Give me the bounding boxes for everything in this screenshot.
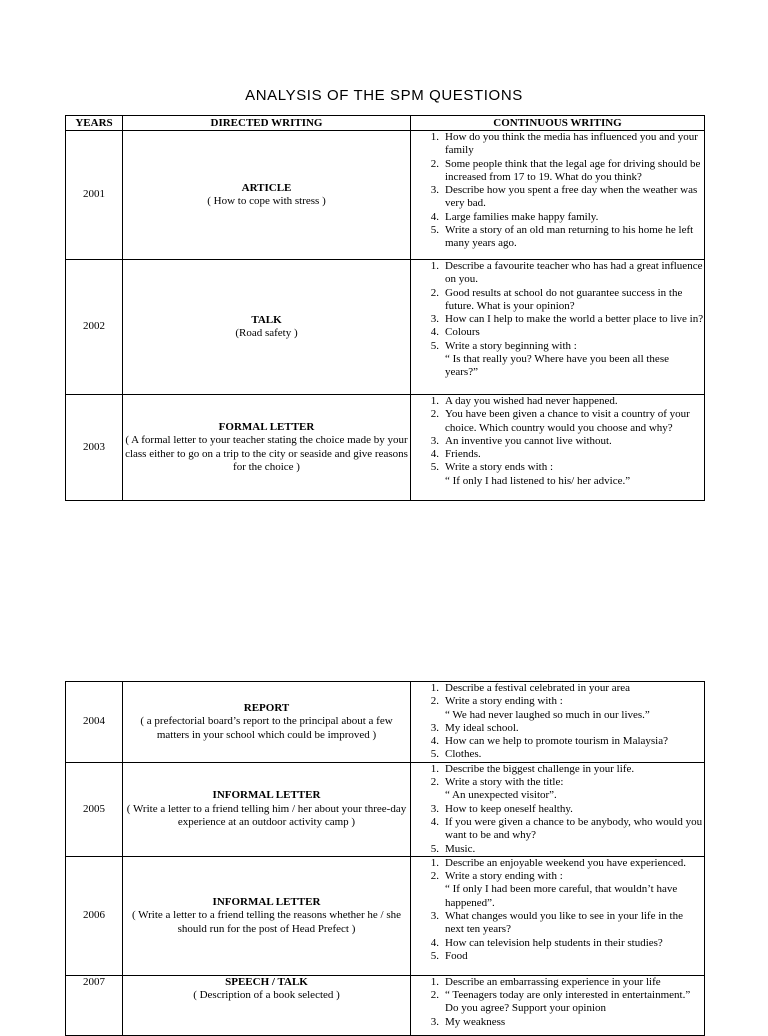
directed-writing-type: INFORMAL LETTER bbox=[212, 789, 321, 802]
topic-item bbox=[411, 816, 704, 843]
directed-writing-type: FORMAL LETTER bbox=[218, 420, 315, 433]
topic-text: Write a story beginning with : “ Is that really you? Where have you been all these years?” bbox=[445, 339, 669, 379]
topic-item bbox=[411, 326, 704, 339]
directed-writing-description: ( Description of a book selected ) bbox=[193, 989, 340, 1002]
continuous-writing-cell bbox=[411, 856, 705, 975]
topic-item bbox=[411, 722, 704, 735]
topic-text: Write a story of an old man returning to his home he left many years ago. bbox=[445, 224, 694, 250]
spm-table-1 bbox=[65, 115, 705, 501]
topic-text: How to keep oneself healthy. bbox=[445, 802, 573, 815]
topic-item bbox=[411, 448, 704, 461]
topic-item bbox=[411, 695, 704, 722]
topic-list bbox=[411, 260, 704, 380]
topic-item bbox=[411, 950, 704, 963]
topic-text: Clothes. bbox=[445, 748, 482, 761]
topic-text: If you were given a chance to be anybody, who would you want to be and why? bbox=[445, 815, 703, 842]
continuous-writing-cell bbox=[411, 131, 705, 260]
topic-number: 1. bbox=[430, 395, 439, 407]
directed-writing-description: ( A formal letter to your teacher stating the choice made by your class either to go on a trip to the city or seaside and give reasons for the choice ) bbox=[125, 434, 408, 473]
topic-text: Write a story ends with : “ If only I had listened to his/ her advice.” bbox=[445, 461, 631, 487]
topic-number: 2. bbox=[430, 157, 439, 170]
topic-text: How can I help to make the world a better place to live in? bbox=[445, 313, 704, 326]
topic-text: “ Teenagers today are only interested in entertainment.” Do you agree? Support your opinion bbox=[445, 989, 691, 1015]
directed-writing-description: ( Write a letter to a friend telling the reasons whether he / she should run for the post of Head Prefect ) bbox=[131, 909, 402, 935]
topic-text: How can television help students in their studies? bbox=[445, 936, 663, 949]
topic-number: 5. bbox=[430, 748, 439, 761]
topic-number: 3. bbox=[430, 910, 439, 923]
continuous-writing-cell bbox=[411, 682, 705, 763]
topic-number: 3. bbox=[430, 184, 439, 197]
topic-list bbox=[411, 131, 704, 251]
topic-item bbox=[411, 224, 704, 251]
header-continuous-writing: CONTINUOUS WRITING bbox=[411, 116, 705, 131]
topic-text: My weakness bbox=[445, 1015, 506, 1028]
topic-item bbox=[411, 260, 704, 287]
topic-list bbox=[411, 682, 704, 762]
topic-item bbox=[411, 158, 704, 185]
directed-writing-type: TALK bbox=[251, 313, 282, 326]
topic-number: 4. bbox=[430, 735, 439, 748]
topic-item bbox=[411, 184, 704, 211]
topic-list bbox=[411, 395, 704, 488]
table-2-body bbox=[66, 682, 705, 1036]
table-row bbox=[66, 762, 705, 856]
continuous-writing-cell bbox=[411, 260, 705, 395]
topic-item bbox=[411, 131, 704, 158]
topic-number: 4. bbox=[430, 210, 439, 223]
topic-number: 4. bbox=[430, 936, 439, 949]
topic-number: 3. bbox=[430, 1015, 439, 1028]
topic-number: 4. bbox=[430, 326, 439, 339]
directed-writing-cell bbox=[123, 395, 411, 501]
year-cell: 2005 bbox=[66, 762, 123, 856]
topic-item bbox=[411, 211, 704, 224]
directed-writing-cell bbox=[123, 131, 411, 260]
topic-item bbox=[411, 682, 704, 695]
topic-text: What changes would you like to see in your life in the next ten years? bbox=[445, 910, 683, 936]
topic-text: Describe a favourite teacher who has had a great influence on you. bbox=[445, 260, 703, 286]
topic-number: 1. bbox=[430, 682, 439, 694]
directed-writing-description: ( a prefectorial board’s report to the principal about a few matters in your school which could be improved ) bbox=[140, 715, 393, 741]
topic-text: Write a story with the title: “ An unexpected visitor”. bbox=[445, 776, 564, 802]
header-years: YEARS bbox=[66, 116, 123, 131]
topic-item bbox=[411, 340, 704, 380]
table-row bbox=[66, 395, 705, 501]
topic-item bbox=[411, 461, 704, 488]
topic-number: 4. bbox=[430, 815, 439, 828]
year-cell: 2007 bbox=[66, 975, 123, 1035]
directed-writing-cell bbox=[123, 975, 411, 1035]
topic-text: Music. bbox=[445, 842, 476, 855]
topic-item bbox=[411, 395, 704, 408]
topic-number: 3. bbox=[430, 434, 439, 447]
topic-item bbox=[411, 843, 704, 856]
continuous-writing-cell bbox=[411, 762, 705, 856]
topic-number: 5. bbox=[430, 339, 439, 352]
topic-text: An inventive you cannot live without. bbox=[445, 434, 612, 447]
topic-number: 5. bbox=[430, 842, 439, 855]
topic-text: How do you think the media has influenced you and your family bbox=[445, 131, 698, 157]
topic-text: Describe how you spent a free day when the weather was very bad. bbox=[445, 184, 698, 210]
year-cell: 2002 bbox=[66, 260, 123, 395]
topic-number: 5. bbox=[430, 224, 439, 237]
topic-list bbox=[411, 763, 704, 856]
topic-number: 2. bbox=[430, 408, 439, 421]
directed-writing-type: SPEECH / TALK bbox=[225, 975, 308, 988]
topic-text: Food bbox=[445, 949, 468, 962]
topic-item bbox=[411, 287, 704, 314]
topic-text: Good results at school do not guarantee success in the future. What is your opinion? bbox=[445, 286, 683, 312]
table-row bbox=[66, 260, 705, 395]
topic-number: 2. bbox=[430, 989, 439, 1002]
topic-number: 1. bbox=[430, 131, 439, 143]
topic-text: Large families make happy family. bbox=[445, 210, 599, 223]
directed-writing-type: INFORMAL LETTER bbox=[212, 895, 321, 908]
document-title: ANALYSIS OF THE SPM QUESTIONS bbox=[245, 87, 523, 104]
topic-item bbox=[411, 937, 704, 950]
topic-number: 1. bbox=[430, 856, 439, 869]
topic-text: Describe a festival celebrated in your area bbox=[445, 682, 631, 694]
topic-number: 4. bbox=[430, 448, 439, 461]
topic-number: 3. bbox=[430, 313, 439, 326]
directed-writing-description: (Road safety ) bbox=[235, 327, 298, 339]
topic-text: Describe an embarrassing experience in your life bbox=[445, 975, 661, 988]
topic-text: You have been given a chance to visit a country of your choice. Which country would you choose and why? bbox=[445, 408, 690, 434]
topic-number: 5. bbox=[430, 949, 439, 962]
directed-writing-description: ( Write a letter to a friend telling him / her about your three-day experience at an outdoor activity camp ) bbox=[126, 802, 407, 828]
topic-item bbox=[411, 408, 704, 435]
topic-text: A day you wished had never happened. bbox=[445, 395, 618, 407]
topic-list bbox=[411, 857, 704, 963]
topic-text: My ideal school. bbox=[445, 721, 519, 734]
topic-item bbox=[411, 735, 704, 748]
table-row bbox=[66, 856, 705, 975]
table-row bbox=[66, 975, 705, 1035]
topic-text: Some people think that the legal age for driving should be increased from 17 to 19. What do you think? bbox=[445, 157, 701, 183]
year-cell: 2004 bbox=[66, 682, 123, 763]
directed-writing-description: ( How to cope with stress ) bbox=[207, 195, 326, 207]
topic-number: 3. bbox=[430, 802, 439, 815]
topic-item bbox=[411, 910, 704, 937]
topic-number: 5. bbox=[430, 461, 439, 474]
topic-text: Write a story ending with : “ We had never laughed so much in our lives.” bbox=[445, 695, 650, 721]
year-cell: 2006 bbox=[66, 856, 123, 975]
topic-number: 1. bbox=[430, 762, 439, 775]
topic-item bbox=[411, 776, 704, 803]
topic-list bbox=[411, 976, 704, 1029]
table-row bbox=[66, 131, 705, 260]
table-row bbox=[66, 682, 705, 763]
topic-text: Friends. bbox=[445, 448, 481, 461]
topic-text: Colours bbox=[445, 326, 480, 339]
topic-item bbox=[411, 870, 704, 910]
topic-item bbox=[411, 435, 704, 448]
spm-table-2 bbox=[65, 681, 705, 1036]
topic-number: 2. bbox=[430, 776, 439, 789]
directed-writing-type: REPORT bbox=[243, 701, 290, 714]
directed-writing-type: ARTICLE bbox=[241, 181, 292, 194]
directed-writing-cell bbox=[123, 856, 411, 975]
header-row bbox=[66, 116, 705, 131]
topic-item bbox=[411, 313, 704, 326]
topic-item bbox=[411, 763, 704, 776]
topic-item bbox=[411, 976, 704, 989]
topic-item bbox=[411, 989, 704, 1016]
topic-number: 2. bbox=[430, 695, 439, 708]
directed-writing-cell bbox=[123, 260, 411, 395]
header-directed-writing: DIRECTED WRITING bbox=[123, 116, 411, 131]
topic-item bbox=[411, 857, 704, 870]
directed-writing-cell bbox=[123, 682, 411, 763]
topic-text: Describe the biggest challenge in your life. bbox=[445, 762, 635, 775]
topic-number: 1. bbox=[430, 260, 439, 272]
table-1-body bbox=[66, 131, 705, 501]
continuous-writing-cell bbox=[411, 395, 705, 501]
year-cell: 2001 bbox=[66, 131, 123, 260]
topic-item bbox=[411, 1016, 704, 1029]
topic-item bbox=[411, 803, 704, 816]
topic-number: 3. bbox=[430, 721, 439, 734]
continuous-writing-cell bbox=[411, 975, 705, 1035]
topic-number: 1. bbox=[430, 975, 439, 988]
directed-writing-cell bbox=[123, 762, 411, 856]
topic-text: Describe an enjoyable weekend you have experienced. bbox=[445, 856, 686, 869]
topic-number: 2. bbox=[430, 286, 439, 299]
year-cell: 2003 bbox=[66, 395, 123, 501]
topic-number: 2. bbox=[430, 870, 439, 883]
topic-text: Write a story ending with : “ If only I had been more careful, that wouldn’t have happened”. bbox=[445, 870, 678, 909]
topic-item bbox=[411, 748, 704, 761]
topic-text: How can we help to promote tourism in Malaysia? bbox=[445, 735, 669, 748]
